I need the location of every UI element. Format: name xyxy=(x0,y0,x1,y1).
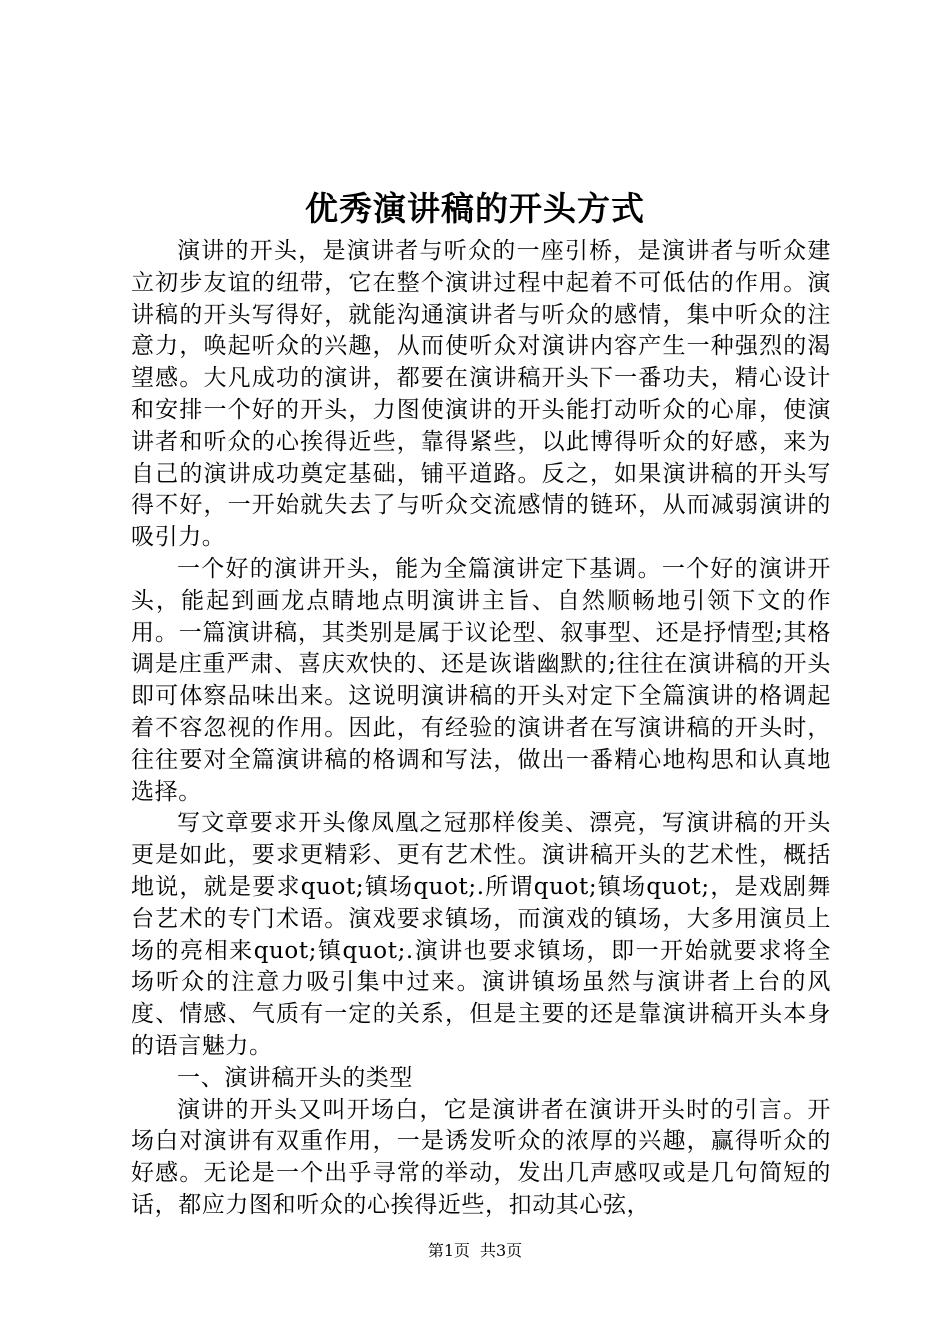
paragraph: 演讲的开头又叫开场白，它是演讲者在演讲开头时的引言。开场白对演讲有双重作用，一是诱发听众的浓厚的兴趣，赢得听众的好感。无论是一个出乎寻常的举动，发出几声感叹或是几句简短的话，都应力图和听众的心挨得近些，扣动其心弦， xyxy=(131,1096,831,1218)
document-title: 优秀演讲稿的开头方式 xyxy=(305,189,645,228)
page-number: 第1页 xyxy=(427,1241,470,1260)
section-heading: 一、演讲稿开头的类型 xyxy=(177,1064,413,1091)
document-body xyxy=(131,236,831,1222)
paragraph: 一个好的演讲开头，能为全篇演讲定下基调。一个好的演讲开头，能起到画龙点睛地点明演讲主旨、自然顺畅地引领下文的作用。一篇演讲稿，其类别是属于议论型、叙事型、还是抒情型;其格调是庄重严肃、喜庆欢快的、还是诙谐幽默的;往往在演讲稿的开头即可体察品味出来。这说明演讲稿的开头对定下全篇演讲的格调起着不容忽视的作用。因此，有经验的演讲者在写演讲稿的开头时，往往要对全篇演讲稿的格调和写法，做出一番精心地构思和认真地选择。 xyxy=(131,555,831,805)
paragraph: 写文章要求开头像凤凰之冠那样俊美、漂亮，写演讲稿的开头更是如此，要求更精彩、更有艺术性。演讲稿开头的艺术性，概括地说，就是要求quot;镇场quot;.所谓quot;镇场quot;，是戏剧舞台艺术的专门术语。演戏要求镇场，而演戏的镇场，大多用演员上场的亮相来quot;镇quot;.演讲也要求镇场，即一开始就要求将全场听众的注意力吸引集中过来。演讲镇场虽然与演讲者上台的风度、情感、气质有一定的关系，但是主要的还是靠演讲稿开头本身的语言魅力。 xyxy=(131,810,831,1059)
paragraph: 演讲的开头，是演讲者与听众的一座引桥，是演讲者与听众建立初步友谊的纽带，它在整个演讲过程中起着不可低估的作用。演讲稿的开头写得好，就能沟通演讲者与听众的感情，集中听众的注意力，唤起听众的兴趣，从而使听众对演讲内容产生一种强烈的渴望感。大凡成功的演讲，都要在演讲稿开头下一番功夫，精心设计和安排一个好的开头，力图使演讲的开头能打动听众的心扉，使演讲者和听众的心挨得近些，靠得紧些，以此博得听众的好感，来为自己的演讲成功奠定基础，铺平道路。反之，如果演讲稿的开头写得不好，一开始就失去了与听众交流感情的链环，从而减弱演讲的吸引力。 xyxy=(131,238,831,551)
page-total: 共3页 xyxy=(480,1241,523,1260)
page-footer xyxy=(0,1240,950,1262)
